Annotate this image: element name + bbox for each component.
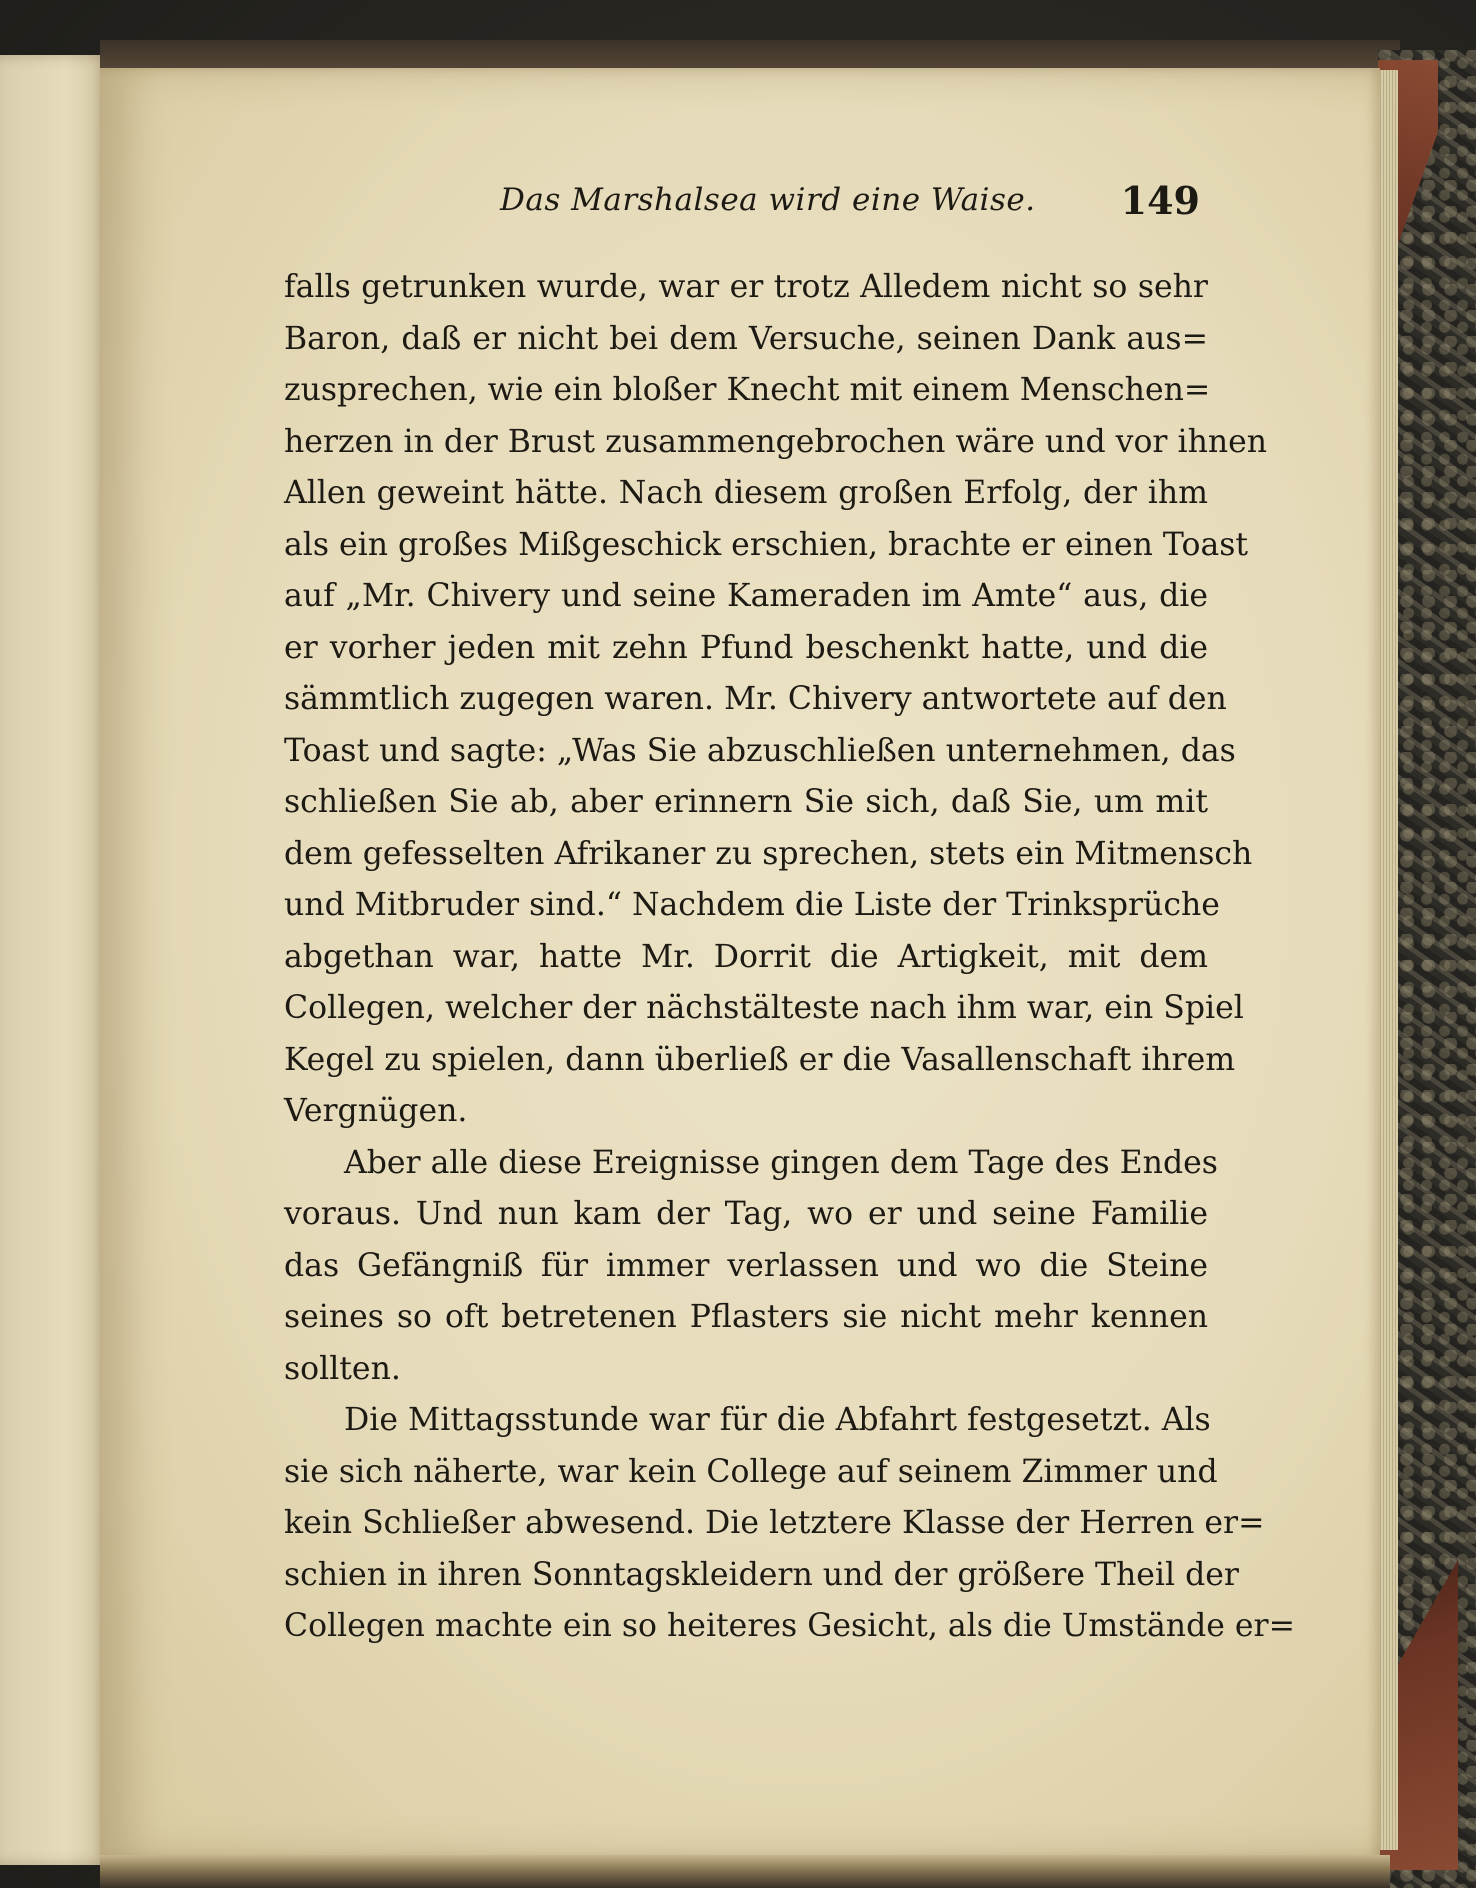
text-line: als ein großes Mißgeschick erschien, brachte er einen Toast	[284, 526, 1249, 563]
text-line: seines so oft betretenen Pflasters sie nicht mehr kennen	[284, 1299, 1208, 1335]
text-line: Vergnügen.	[284, 1093, 468, 1129]
running-title: Das Marshalsea wird eine Waise.	[500, 182, 1036, 218]
text-line: sämmtlich zugegen waren. Mr. Chivery antwortete auf den	[284, 681, 1227, 717]
text-line: Collegen machte ein so heiteres Gesicht, als die Umstände er=	[284, 1608, 1295, 1644]
text-line: schließen Sie ab, aber erinnern Sie sich, daß Sie, um mit	[284, 784, 1208, 820]
paragraph	[284, 1138, 1218, 1396]
text-line: falls getrunken wurde, war er trotz Alledem nicht so sehr	[284, 269, 1208, 305]
text-line: Aber alle diese Ereignisse gingen dem Tage des Endes	[344, 1144, 1218, 1181]
previous-page-edge	[0, 55, 113, 1865]
text-line: kein Schließer abwesend. Die letztere Klasse der Herren er=	[284, 1505, 1265, 1541]
text-line: Collegen, welcher der nächstälteste nach ihm war, ein Spiel	[284, 990, 1244, 1026]
text-line: Baron, daß er nicht bei dem Versuche, seinen Dank aus=	[284, 320, 1208, 357]
body-text	[284, 262, 1295, 1653]
text-line: voraus. Und nun kam der Tag, wo er und seine Familie	[284, 1196, 1208, 1232]
text-line: herzen in der Brust zusammengebrochen wäre und vor ihnen	[284, 423, 1268, 460]
text-line: er vorher jeden mit zehn Pfund beschenkt hatte, und die	[284, 629, 1208, 666]
text-line: Die Mittagsstunde war für die Abfahrt festgesetzt. Als	[344, 1402, 1211, 1438]
text-line: Allen geweint hätte. Nach diesem großen Erfolg, der ihm	[284, 475, 1208, 511]
page-header	[500, 178, 1200, 228]
text-line: dem gefesselten Afrikaner zu sprechen, stets ein Mitmensch	[284, 835, 1253, 872]
text-line: sollten.	[284, 1350, 401, 1387]
text-line: sie sich näherte, war kein College auf seinem Zimmer und	[284, 1453, 1218, 1490]
text-line: und Mitbruder sind.“ Nachdem die Liste der Trinksprüche	[284, 887, 1220, 923]
text-line: abgethan war, hatte Mr. Dorrit die Artigkeit, mit dem	[284, 938, 1208, 975]
text-line: auf „Mr. Chivery und seine Kameraden im Amte“ aus, die	[284, 578, 1208, 614]
paragraph	[284, 262, 1268, 1138]
text-line: Kegel zu spielen, dann überließ er die Vasallenschaft ihrem	[284, 1041, 1236, 1078]
book-bottom-edge	[100, 1855, 1390, 1888]
text-line: zusprechen, wie ein bloßer Knecht mit einem Menschen=	[284, 372, 1211, 408]
text-line: das Gefängniß für immer verlassen und wo die Steine	[284, 1247, 1208, 1284]
text-line: schien in ihren Sonntagskleidern und der größere Theil der	[284, 1556, 1239, 1593]
paragraph	[284, 1395, 1295, 1653]
page-number: 149	[1120, 178, 1200, 223]
text-line: Toast und sagte: „Was Sie abzuschließen unternehmen, das	[284, 732, 1236, 769]
